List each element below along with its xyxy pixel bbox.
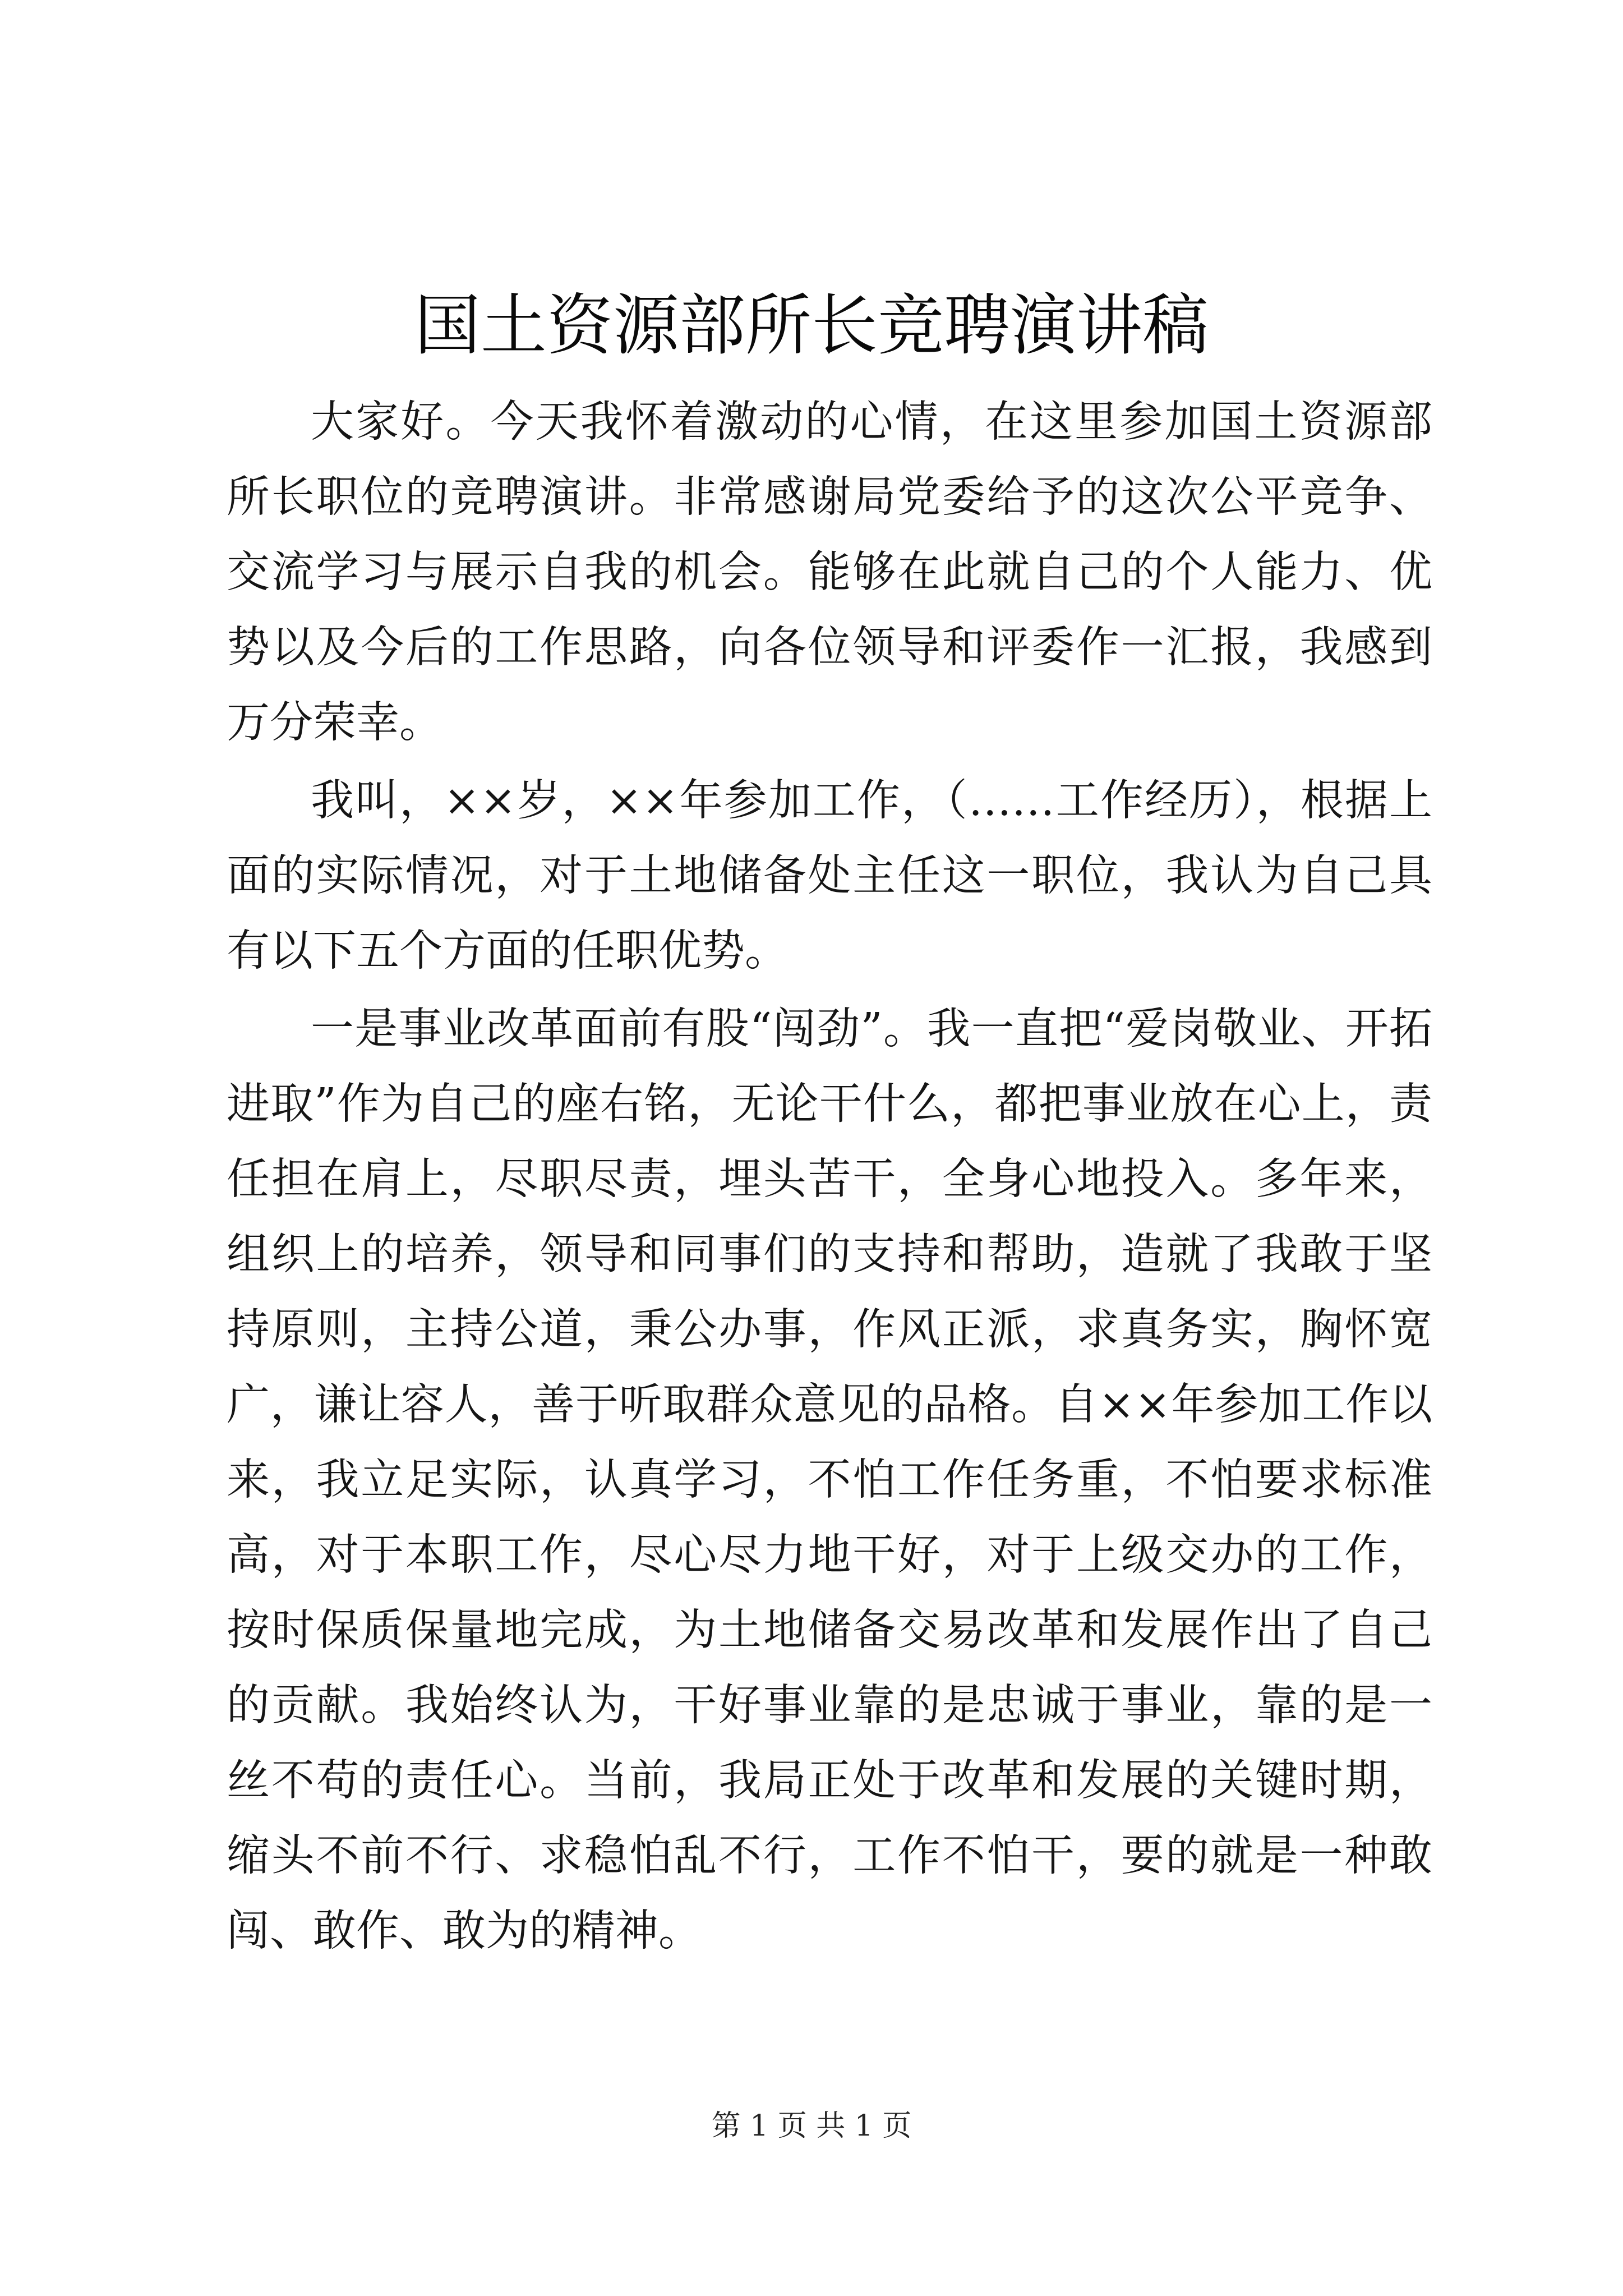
document-title: 国土资源部所长竞聘演讲稿: [414, 287, 1209, 364]
paragraph-advantage-one: 一是事业改革面前有股“闯劲”。我一直把“爱岗敬业、开拓进取”作为自己的座右铭，无论干什么，都把事业放在心上，责任担在肩上，尽职尽责，埋头苦干，全身心地投入。多年来，组织上的培养，领导和同事们的支持和帮助，造就了我敢于坚持原则，主持公道，秉公办事，作风正派，求真务实，胸怀宽广，谦让容人，善于听取群众意见的品格。自××年参加工作以来，我立足实际，认真学习，不怕工作任务重，不怕要求标准高，对于本职工作，尽心尽力地干好，对于上级交办的工作，按时保质保量地完成，为土地储备交易改革和发展作出了自己的贡献。我始终认为，干好事业靠的是忠诚于事业，靠的是一丝不苟的责任心。当前，我局正处于改革和发展的关键时期，缩头不前不行、求稳怕乱不行，工作不怕干，要的就是一种敢闯、敢作、敢为的精神。: [227, 1004, 1432, 1956]
paragraph-greeting: 大家好。今天我怀着激动的心情，在这里参加国土资源部所长职位的竞聘演讲。非常感谢局党委给予的这次公平竞争、交流学习与展示自我的机会。能够在此就自己的个人能力、优势以及今后的工作思路，向各位领导和评委作一汇报，我感到万分荣幸。: [227, 397, 1432, 748]
paragraph-introduction: 我叫，××岁，××年参加工作，（……工作经历），根据上面的实际情况，对于土地储备处主任这一职位，我认为自己具有以下五个方面的任职优势。: [227, 776, 1432, 976]
page-number-footer: 第 1 页 共 1 页: [711, 2109, 912, 2143]
document-body: [227, 385, 1432, 1969]
